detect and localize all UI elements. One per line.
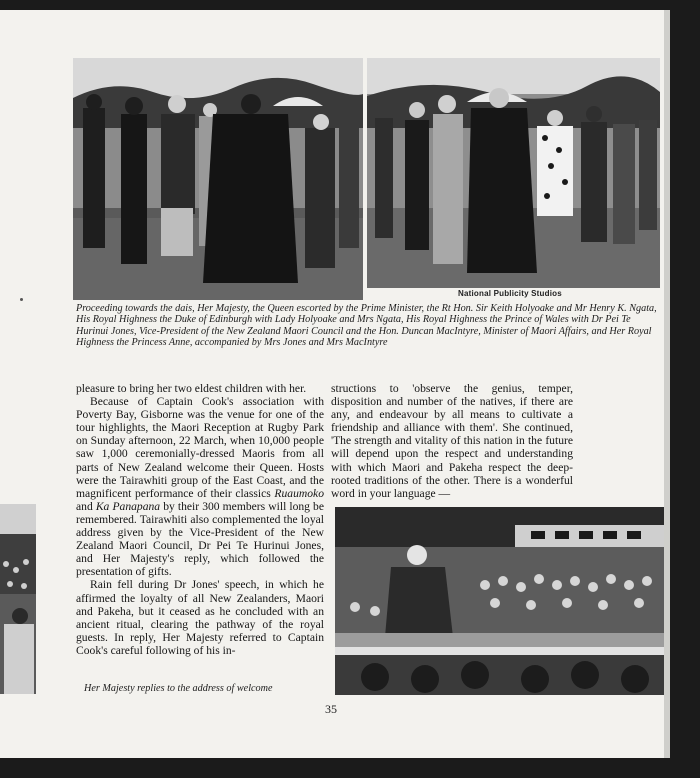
procession-photo-left [73, 58, 363, 300]
bottom-photo-caption: Her Majesty replies to the address of welcome [84, 683, 273, 694]
page-edge [664, 10, 670, 758]
procession-photo-right [367, 58, 660, 288]
magazine-page [0, 10, 664, 758]
left-paragraph-3: Rain fell during Dr Jones' speech, in which he affirmed the loyalty of all New Zealanders, Maori and Pakeha, but it ceased as he concluded with an ancient ritual, clearing the pathway of the royal guests. In reply, Her Majesty referred to Captain Cook's careful following of his in- [76, 578, 324, 657]
left-paragraph-2-italic-1: Ruaumoko [274, 486, 324, 500]
procession-photo-right-image [367, 58, 660, 288]
photo-credit: National Publicity Studios [458, 289, 562, 298]
left-paragraph-2 [76, 395, 324, 578]
left-paragraph-2-text-a: Because of Captain Cook's association with Poverty Bay, Gisborne was the venue for one of the tour highlights, the Maori Reception at Rugby Park on Sunday afternoon, 22 March, when 10,000 people saw 1,000 ceremonially-dressed Maoris from all parts of New Zealand welcome their Queen. Hosts were the Tairawhiti group of the East Coast, and the magnificent performance of their classics [76, 395, 324, 500]
article-right-column [331, 382, 573, 500]
article-left-column [76, 382, 324, 657]
print-speck [20, 298, 23, 301]
left-paragraph-2-italic-2: Ka Panapana [95, 499, 161, 513]
crowd-photo-fragment-image [0, 504, 36, 694]
right-paragraph-1: structions to 'observe the genius, temper, disposition and number of the natives, if there are any, and endeavour by all means to cultivate a friendship and alliance with them'. She continued, 'The strength and vitality of this nation in the future will depend upon the respect and understanding with which Maori and Pakeha respect the deep-rooted traditions of the other. There is a wonderful word in your language — [331, 382, 573, 500]
page-number: 35 [325, 702, 337, 716]
procession-photo-left-image [73, 58, 363, 300]
left-paragraph-2-and: and [76, 499, 96, 513]
left-paragraph-2-text-b: by their 300 members will long be remembered. Tairawhiti also complemented the loyal address given by the Vice-President of the New Zealand Maori Council, Dr Pei Te Hurinui Jones, and Her Majesty's reply, which followed the presentation of gifts. [76, 499, 325, 579]
queen-at-dais-photo-image [335, 507, 664, 695]
top-photo-caption: Proceeding towards the dais, Her Majesty, the Queen escorted by the Prime Minister, the Rt Hon. Sir Keith Holyoake and Mr Henry K. Ngata, His Royal Highness the Duke of Edinburgh with Lady Holyoake and Mrs Ngata, His Royal Highness the Prince of Wales with Dr Pei Te Hurinui Jones, Vice-President of the New Zealand Maori Council and the Hon. Duncan MacIntyre, Minister of Maori Affairs, and Her Royal Highness the Princess Anne, accompanied by Mrs Jones and Mrs MacIntyre [76, 303, 657, 349]
crowd-photo-fragment [0, 504, 36, 694]
queen-at-dais-photo [335, 507, 664, 695]
left-paragraph-1: pleasure to bring her two eldest children with her. [76, 382, 307, 395]
